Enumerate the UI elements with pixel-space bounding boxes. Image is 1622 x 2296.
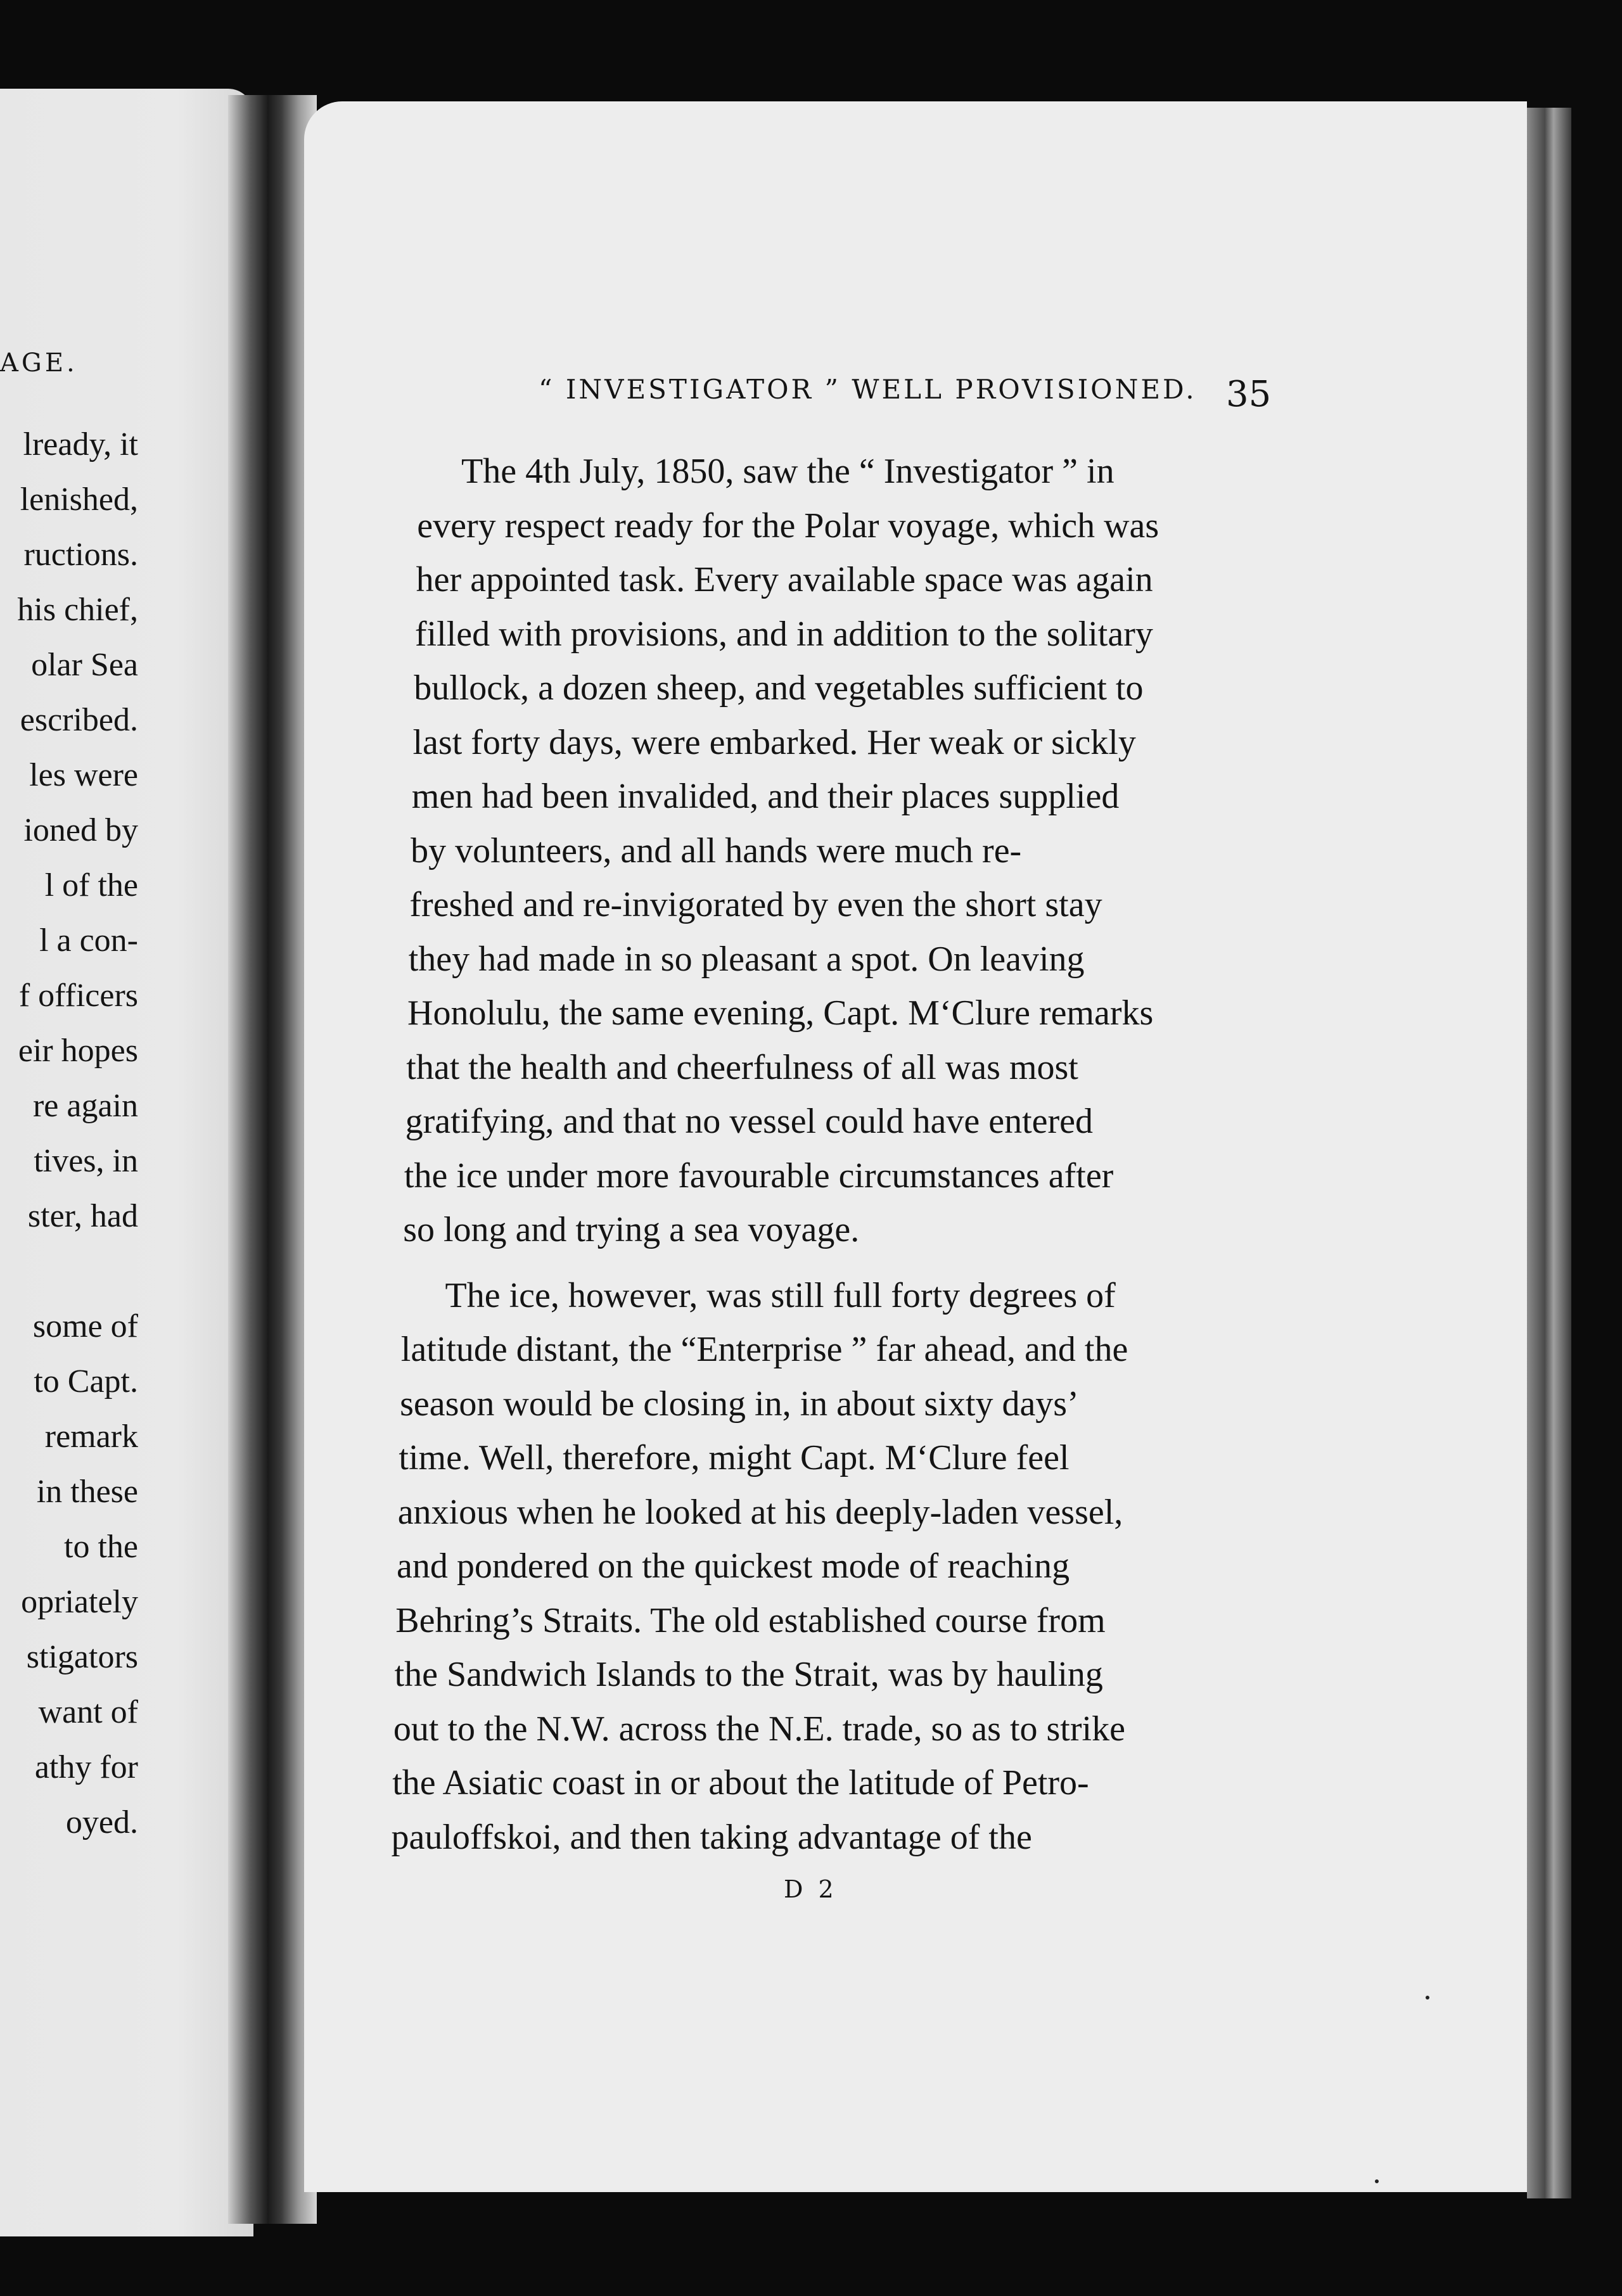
body-text-line: anxious when he looked at his deeply-laden vessel, — [397, 1492, 1123, 1532]
previous-page-line: les were — [29, 757, 138, 793]
body-text-line: latitude distant, the “Enterprise ” far ahead, and the — [400, 1330, 1128, 1369]
body-text-line: pauloffskoi, and then taking advantage of the — [391, 1817, 1032, 1857]
body-text-line: gratifying, and that no vessel could have entered — [405, 1102, 1094, 1141]
body-text-line: the Sandwich Islands to the Strait, was by hauling — [394, 1655, 1103, 1694]
previous-page-line: want of — [38, 1694, 138, 1730]
body-text-line: The ice, however, was still full forty degrees of — [445, 1275, 1116, 1315]
body-text-line: every respect ready for the Polar voyage, which was — [417, 506, 1159, 545]
previous-page-line: to Capt. — [34, 1363, 138, 1400]
body-text-line: time. Well, therefore, might Capt. M‘Clure feel — [399, 1438, 1070, 1477]
previous-page-line: remark — [44, 1419, 138, 1455]
previous-page-line: oyed. — [65, 1804, 138, 1840]
dust-speck — [1426, 1996, 1429, 1999]
body-text-line: by volunteers, and all hands were much re- — [411, 831, 1022, 871]
page-edges — [1527, 108, 1571, 2198]
body-text-line: filled with provisions, and in addition to the solitary — [414, 614, 1153, 654]
body-text-line: Honolulu, the same evening, Capt. M‘Clure remarks — [407, 993, 1154, 1033]
body-text-line: Behring’s Straits. The old established course from — [395, 1600, 1106, 1640]
previous-page-line: ioned by — [23, 812, 138, 848]
running-head: “ INVESTIGATOR ” WELL PROVISIONED. — [539, 374, 1197, 405]
previous-page-line: l a con- — [39, 922, 138, 959]
previous-page-line: lenished, — [20, 482, 138, 518]
book-gutter — [228, 95, 317, 2224]
body-text-line: her appointed task. Every available space was again — [416, 560, 1153, 599]
previous-page-line: olar Sea — [31, 647, 138, 683]
body-text-line: men had been invalided, and their places supplied — [411, 777, 1120, 816]
current-page — [304, 101, 1527, 2192]
body-text-line: The 4th July, 1850, saw the “ Investigator ” in — [461, 452, 1114, 491]
dust-speck — [1375, 2179, 1379, 2183]
body-text-line: so long and trying a sea voyage. — [403, 1210, 860, 1249]
body-text-line: last forty days, were embarked. Her weak or sickly — [412, 722, 1136, 762]
previous-page-line: ster, had — [27, 1198, 138, 1234]
previous-page-line: ructions. — [23, 537, 138, 573]
previous-page-line: stigators — [26, 1639, 138, 1675]
previous-page-line: l of the — [44, 867, 138, 903]
previous-page-line: his chief, — [17, 592, 138, 628]
previous-page-line: to the — [64, 1529, 138, 1565]
page-number: 35 — [1226, 374, 1272, 415]
previous-page-line: lready, it — [23, 426, 138, 462]
printer-signature-mark: D 2 — [784, 1875, 838, 1903]
previous-page-line: opriately — [21, 1584, 138, 1620]
previous-page-line: some of — [32, 1308, 138, 1344]
body-text-line: out to the N.W. across the N.E. trade, so as to strike — [393, 1709, 1125, 1749]
previous-page — [0, 89, 253, 2236]
body-text-line: they had made in so pleasant a spot. On leaving — [408, 939, 1085, 979]
body-text-line: the ice under more favourable circumstances after — [404, 1156, 1114, 1196]
previous-page-running-head: AGE. — [0, 348, 78, 378]
previous-page-line: f officers — [18, 978, 138, 1014]
body-text-line: and pondered on the quickest mode of reaching — [397, 1547, 1070, 1586]
previous-page-line: in these — [36, 1474, 138, 1510]
previous-page-line: athy for — [34, 1749, 138, 1785]
previous-page-line: escribed. — [20, 702, 138, 738]
body-text-line: bullock, a dozen sheep, and vegetables sufficient to — [414, 668, 1144, 708]
previous-page-line: eir hopes — [18, 1033, 138, 1069]
body-text-line: the Asiatic coast in or about the latitude of Petro- — [392, 1763, 1089, 1802]
previous-page-line: re again — [32, 1088, 138, 1124]
body-text-line: freshed and re-invigorated by even the short stay — [409, 885, 1102, 924]
body-text-line: season would be closing in, in about sixty days’ — [400, 1384, 1079, 1424]
previous-page-line: tives, in — [34, 1143, 138, 1179]
body-text-line: that the health and cheerfulness of all was most — [406, 1047, 1078, 1087]
